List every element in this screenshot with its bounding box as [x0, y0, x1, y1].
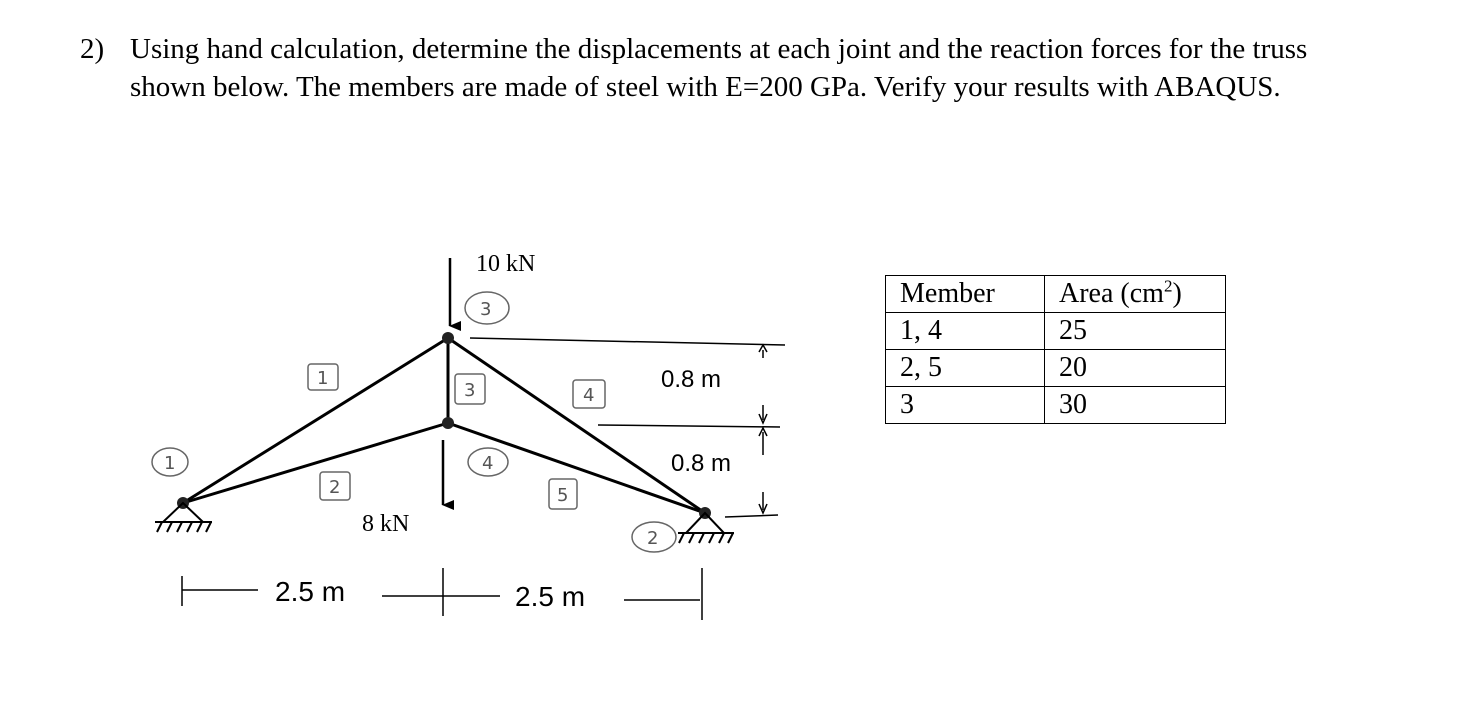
- member-label-1: 1: [317, 368, 329, 389]
- header-area-text: Area (cm: [1059, 278, 1164, 309]
- member-label-3: 3: [464, 380, 476, 401]
- node-labels: [152, 292, 676, 552]
- member-area-table: [885, 275, 1226, 424]
- horizontal-dimensions: [182, 568, 702, 620]
- dim-left-span: 2.5 m: [275, 576, 346, 607]
- load-label-8kn: 8 kN: [362, 511, 410, 537]
- member-label-2: 2: [329, 477, 341, 498]
- problem-text: Using hand calculation, determine the displacements at each joint and the reaction forces for the truss shown below. The members are made of steel with E=200 GPa. Verify your results with ABAQUS.: [130, 33, 1308, 103]
- node-label-4: 4: [482, 453, 494, 474]
- cell-area: 20: [1045, 350, 1226, 387]
- table-row: [886, 313, 1226, 350]
- header-area: [1045, 276, 1226, 313]
- header-area-exponent: 2: [1163, 276, 1173, 296]
- cell-area: 30: [1045, 387, 1226, 424]
- dim-right-span: 2.5 m: [515, 581, 586, 612]
- member-label-5: 5: [557, 485, 569, 506]
- header-area-close: ): [1172, 278, 1182, 309]
- dim-lower-height: 0.8 m: [671, 450, 732, 477]
- member-2: [183, 423, 448, 503]
- cell-area: 25: [1045, 313, 1226, 350]
- header-member: Member: [886, 276, 1045, 313]
- table-header-row: [886, 276, 1226, 313]
- member-label-4: 4: [583, 385, 595, 406]
- problem-number: 2): [80, 33, 105, 65]
- vertical-dimensions: [470, 338, 785, 517]
- table-row: [886, 350, 1226, 387]
- member-1: [183, 338, 448, 503]
- node-label-2: 2: [647, 528, 659, 549]
- cell-member: 3: [886, 387, 1045, 424]
- dim-upper-height: 0.8 m: [661, 366, 722, 393]
- node-label-1: 1: [164, 453, 176, 474]
- node-label-3: 3: [480, 299, 492, 320]
- table-row: [886, 387, 1226, 424]
- cell-member: 1, 4: [886, 313, 1045, 350]
- joint-4: [442, 417, 454, 429]
- joint-3: [442, 332, 454, 344]
- cell-member: 2, 5: [886, 350, 1045, 387]
- load-label-10kn: 10 kN: [476, 251, 536, 277]
